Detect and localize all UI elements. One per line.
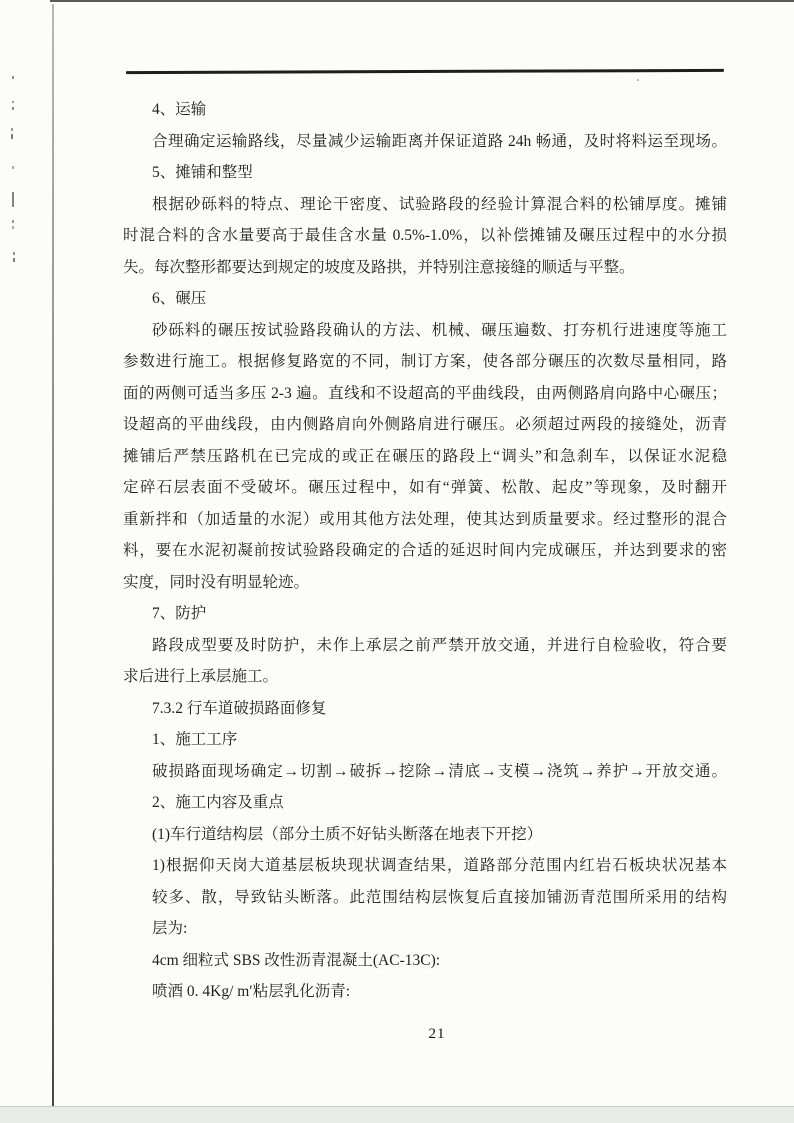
text-line: 摊铺后严禁压路机在已完成的或正在碾压的路段上“调头”和急刹车，以保证水泥稳 <box>123 447 727 465</box>
text-line: 料，要在水泥初凝前按试验路段确定的合适的延迟时间内完成碾压，并达到要求的密 <box>123 542 727 559</box>
text-line: 失。每次整形都要达到规定的坡度及路拱，并特别注意接缝的顺适与平整。 <box>123 258 635 276</box>
scan-mark <box>11 128 13 131</box>
text-line: 6、碾压 <box>152 290 207 307</box>
text-line: 7.3.2 行车道破损路面修复 <box>152 699 327 717</box>
text-line: 实度，同时没有明显轮迹。 <box>123 573 310 591</box>
page-number: 21 <box>428 1026 446 1042</box>
scan-mark <box>12 220 14 223</box>
text-line: 时混合料的含水量要高于最佳含水量 0.5%-1.0%，以补偿摊铺及碾压过程中的水分损 <box>123 227 727 244</box>
text-line: 重新拌和（加适量的水泥）或用其他方法处理，使其达到质量要求。经过整形的混合 <box>123 510 727 528</box>
scan-top-edge-line <box>50 0 794 2</box>
text-line: 4cm 细粒式 SBS 改性沥青混凝土(AC-13C): <box>152 951 441 969</box>
text-line: 根据砂砾料的特点、理论干密度、试验路段的经验计算混合料的松铺厚度。摊铺 <box>152 195 727 213</box>
scan-mark <box>11 134 13 139</box>
text-line: 5、摊铺和整型 <box>152 164 253 181</box>
text-line: 设超高的平曲线段，由内侧路肩向外侧路肩进行碾压。必须超过两段的接缝处，沥青 <box>123 416 727 433</box>
scan-speck <box>637 79 639 81</box>
text-line: 路段成型要及时防护，未作上承层之前严禁开放交通，并进行自检验收，符合要 <box>152 636 727 654</box>
text-line: 合理确定运输路线，尽量减少运输距离并保证道路 24h 畅通，及时将料运至现场。 <box>152 132 727 150</box>
scan-mark <box>12 192 14 207</box>
scan-bottom-strip <box>0 1106 794 1123</box>
scan-mark <box>12 101 14 103</box>
scan-mark <box>12 166 14 169</box>
text-line: 4、运输 <box>152 101 207 118</box>
text-line: 1、施工工序 <box>152 731 238 748</box>
text-line: 面的两侧可适当多压 2-3 遍。直线和不设超高的平曲线段，由两侧路肩向路中心碾压； <box>123 384 727 402</box>
text-line: 1)根据仰天岗大道基层板块现状调查结果，道路部分范围内红岩石板块状况基本 <box>152 857 727 874</box>
text-line: 7、防护 <box>152 605 207 622</box>
text-line: 定碎石层表面不受破坏。碾压过程中，如有“弹簧、松散、起皮”等现象，及时翻开 <box>123 479 727 496</box>
scan-mark <box>13 252 15 255</box>
text-line: (1)车行道结构层（部分土质不好钻头断落在地表下开挖） <box>152 825 543 843</box>
scan-mark <box>13 258 15 262</box>
text-line: 较多、散，导致钻头断落。此范围结构层恢复后直接加铺沥青范围所采用的结构 <box>152 888 727 906</box>
text-line: 层为: <box>152 920 188 937</box>
scan-mark <box>12 76 14 79</box>
scan-mark <box>12 107 14 110</box>
binding-crease-line <box>52 4 54 1106</box>
scan-mark <box>12 226 14 229</box>
text-line: 破损路面现场确定→切割→破拆→挖除→清底→支模→浇筑→养护→开放交通。 <box>152 762 727 780</box>
text-line: 2、施工内容及重点 <box>152 794 284 811</box>
text-line: 参数进行施工。根据修复路宽的不同，制订方案，使各部分碾压的次数尽量相同，路 <box>123 353 727 370</box>
document-body <box>123 94 727 1008</box>
text-line: 求后进行上承层施工。 <box>123 668 279 685</box>
header-rule <box>126 69 724 74</box>
text-line: 砂砾料的碾压按试验路段确认的方法、机械、碾压遍数、打夯机行进速度等施工 <box>152 321 727 339</box>
text-line: 喷酒 0. 4Kg/ m′粘层乳化沥青: <box>152 983 351 1000</box>
